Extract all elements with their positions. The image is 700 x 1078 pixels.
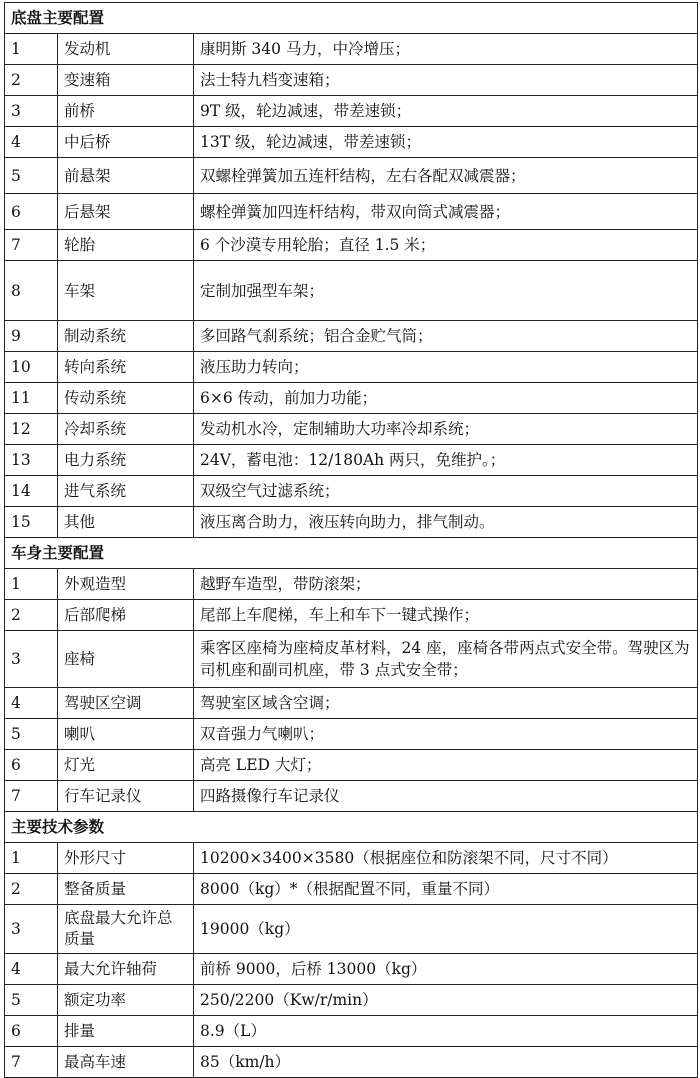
table-row: [5, 414, 698, 445]
table-row: [5, 631, 698, 688]
row-number: 4: [5, 127, 58, 158]
item-spec: 6 个沙漠专用轮胎；直径 1.5 米；: [194, 230, 698, 261]
table-row: [5, 383, 698, 414]
table-row: [5, 569, 698, 600]
item-spec: 多回路气刹系统；铝合金贮气筒；: [194, 321, 698, 352]
item-spec: 250/2200（Kw/r/min）: [194, 985, 698, 1016]
item-name: 进气系统: [58, 476, 194, 507]
item-spec: 19000（kg）: [194, 905, 698, 954]
row-number: 3: [5, 96, 58, 127]
table-row: [5, 781, 698, 812]
row-number: 6: [5, 750, 58, 781]
row-number: 2: [5, 600, 58, 631]
item-name: 中后桥: [58, 127, 194, 158]
row-number: 15: [5, 507, 58, 538]
item-name: 车架: [58, 261, 194, 321]
item-name: 最大允许轴荷: [58, 954, 194, 985]
item-spec: 螺栓弹簧加四连杆结构，带双向筒式减震器；: [194, 194, 698, 230]
item-name: 前桥: [58, 96, 194, 127]
item-name: 转向系统: [58, 352, 194, 383]
item-spec: 液压助力转向；: [194, 352, 698, 383]
spec-table: [4, 2, 698, 1078]
table-row: [5, 65, 698, 96]
row-number: 1: [5, 843, 58, 874]
table-row: [5, 34, 698, 65]
row-number: 11: [5, 383, 58, 414]
item-name: 冷却系统: [58, 414, 194, 445]
item-name: 最高车速: [58, 1047, 194, 1078]
item-name: 其他: [58, 507, 194, 538]
item-name: 后悬架: [58, 194, 194, 230]
table-row: [5, 985, 698, 1016]
item-name: 灯光: [58, 750, 194, 781]
row-number: 4: [5, 688, 58, 719]
table-row: [5, 261, 698, 321]
item-spec: 四路摄像行车记录仪: [194, 781, 698, 812]
table-row: [5, 321, 698, 352]
table-row: [5, 96, 698, 127]
section-title: 车身主要配置: [5, 538, 698, 569]
item-spec: 驾驶室区域含空调；: [194, 688, 698, 719]
item-spec: 双音强力气喇叭；: [194, 719, 698, 750]
table-row: [5, 843, 698, 874]
item-spec: 乘客区座椅为座椅皮革材料，24 座，座椅各带两点式安全带。驾驶区为司机座和副司机座，带 3 点式安全带；: [194, 631, 698, 688]
section-title: 主要技术参数: [5, 812, 698, 843]
item-spec: 8.9（L）: [194, 1016, 698, 1047]
item-spec: 定制加强型车架；: [194, 261, 698, 321]
item-spec: 13T 级，轮边减速，带差速锁；: [194, 127, 698, 158]
item-spec: 前桥 9000，后桥 13000（kg）: [194, 954, 698, 985]
item-name: 额定功率: [58, 985, 194, 1016]
item-name: 排量: [58, 1016, 194, 1047]
row-number: 3: [5, 905, 58, 954]
row-number: 5: [5, 985, 58, 1016]
item-spec: 双螺栓弹簧加五连杆结构，左右各配双减震器；: [194, 158, 698, 194]
row-number: 5: [5, 719, 58, 750]
table-row: [5, 445, 698, 476]
row-number: 10: [5, 352, 58, 383]
row-number: 4: [5, 954, 58, 985]
table-row: [5, 874, 698, 905]
item-spec: 9T 级，轮边减速，带差速锁；: [194, 96, 698, 127]
table-row: [5, 230, 698, 261]
row-number: 14: [5, 476, 58, 507]
section-header-body: [5, 538, 698, 569]
item-name: 电力系统: [58, 445, 194, 476]
item-spec: 法士特九档变速箱；: [194, 65, 698, 96]
item-spec: 8000（kg）*（根据配置不同，重量不同）: [194, 874, 698, 905]
row-number: 8: [5, 261, 58, 321]
item-name: 变速箱: [58, 65, 194, 96]
item-name: 驾驶区空调: [58, 688, 194, 719]
item-name: 行车记录仪: [58, 781, 194, 812]
item-spec: 液压离合助力，液压转向助力，排气制动。: [194, 507, 698, 538]
item-name: 座椅: [58, 631, 194, 688]
table-row: [5, 688, 698, 719]
table-row: [5, 905, 698, 954]
item-spec: 双级空气过滤系统；: [194, 476, 698, 507]
item-name: 喇叭: [58, 719, 194, 750]
item-name: 整备质量: [58, 874, 194, 905]
item-spec: 康明斯 340 马力，中冷增压；: [194, 34, 698, 65]
section-header-specs: [5, 812, 698, 843]
table-row: [5, 352, 698, 383]
table-row: [5, 719, 698, 750]
row-number: 9: [5, 321, 58, 352]
table-row: [5, 194, 698, 230]
row-number: 7: [5, 1047, 58, 1078]
row-number: 13: [5, 445, 58, 476]
table-row: [5, 476, 698, 507]
item-name: 制动系统: [58, 321, 194, 352]
section-header-chassis: [5, 3, 698, 34]
row-number: 1: [5, 569, 58, 600]
item-name: 底盘最大允许总质量: [58, 905, 194, 954]
item-name: 发动机: [58, 34, 194, 65]
row-number: 2: [5, 65, 58, 96]
item-name: 外形尺寸: [58, 843, 194, 874]
item-name: 外观造型: [58, 569, 194, 600]
item-spec: 10200×3400×3580（根据座位和防滚架不同，尺寸不同）: [194, 843, 698, 874]
table-row: [5, 507, 698, 538]
item-name: 轮胎: [58, 230, 194, 261]
row-number: 7: [5, 230, 58, 261]
row-number: 7: [5, 781, 58, 812]
row-number: 2: [5, 874, 58, 905]
table-row: [5, 954, 698, 985]
item-spec: 24V，蓄电池：12/180Ah 两只，免维护。；: [194, 445, 698, 476]
row-number: 6: [5, 1016, 58, 1047]
table-row: [5, 158, 698, 194]
item-name: 前悬架: [58, 158, 194, 194]
item-name: 传动系统: [58, 383, 194, 414]
item-spec: 越野车造型，带防滚架；: [194, 569, 698, 600]
item-spec: 6×6 传动，前加力功能；: [194, 383, 698, 414]
table-row: [5, 1016, 698, 1047]
section-title: 底盘主要配置: [5, 3, 698, 34]
row-number: 5: [5, 158, 58, 194]
table-row: [5, 127, 698, 158]
table-row: [5, 750, 698, 781]
item-spec: 尾部上车爬梯，车上和车下一键式操作；: [194, 600, 698, 631]
row-number: 1: [5, 34, 58, 65]
item-spec: 发动机水冷，定制辅助大功率冷却系统；: [194, 414, 698, 445]
table-row: [5, 600, 698, 631]
row-number: 3: [5, 631, 58, 688]
row-number: 12: [5, 414, 58, 445]
item-name: 后部爬梯: [58, 600, 194, 631]
item-spec: 高亮 LED 大灯；: [194, 750, 698, 781]
row-number: 6: [5, 194, 58, 230]
item-spec: 85（km/h）: [194, 1047, 698, 1078]
